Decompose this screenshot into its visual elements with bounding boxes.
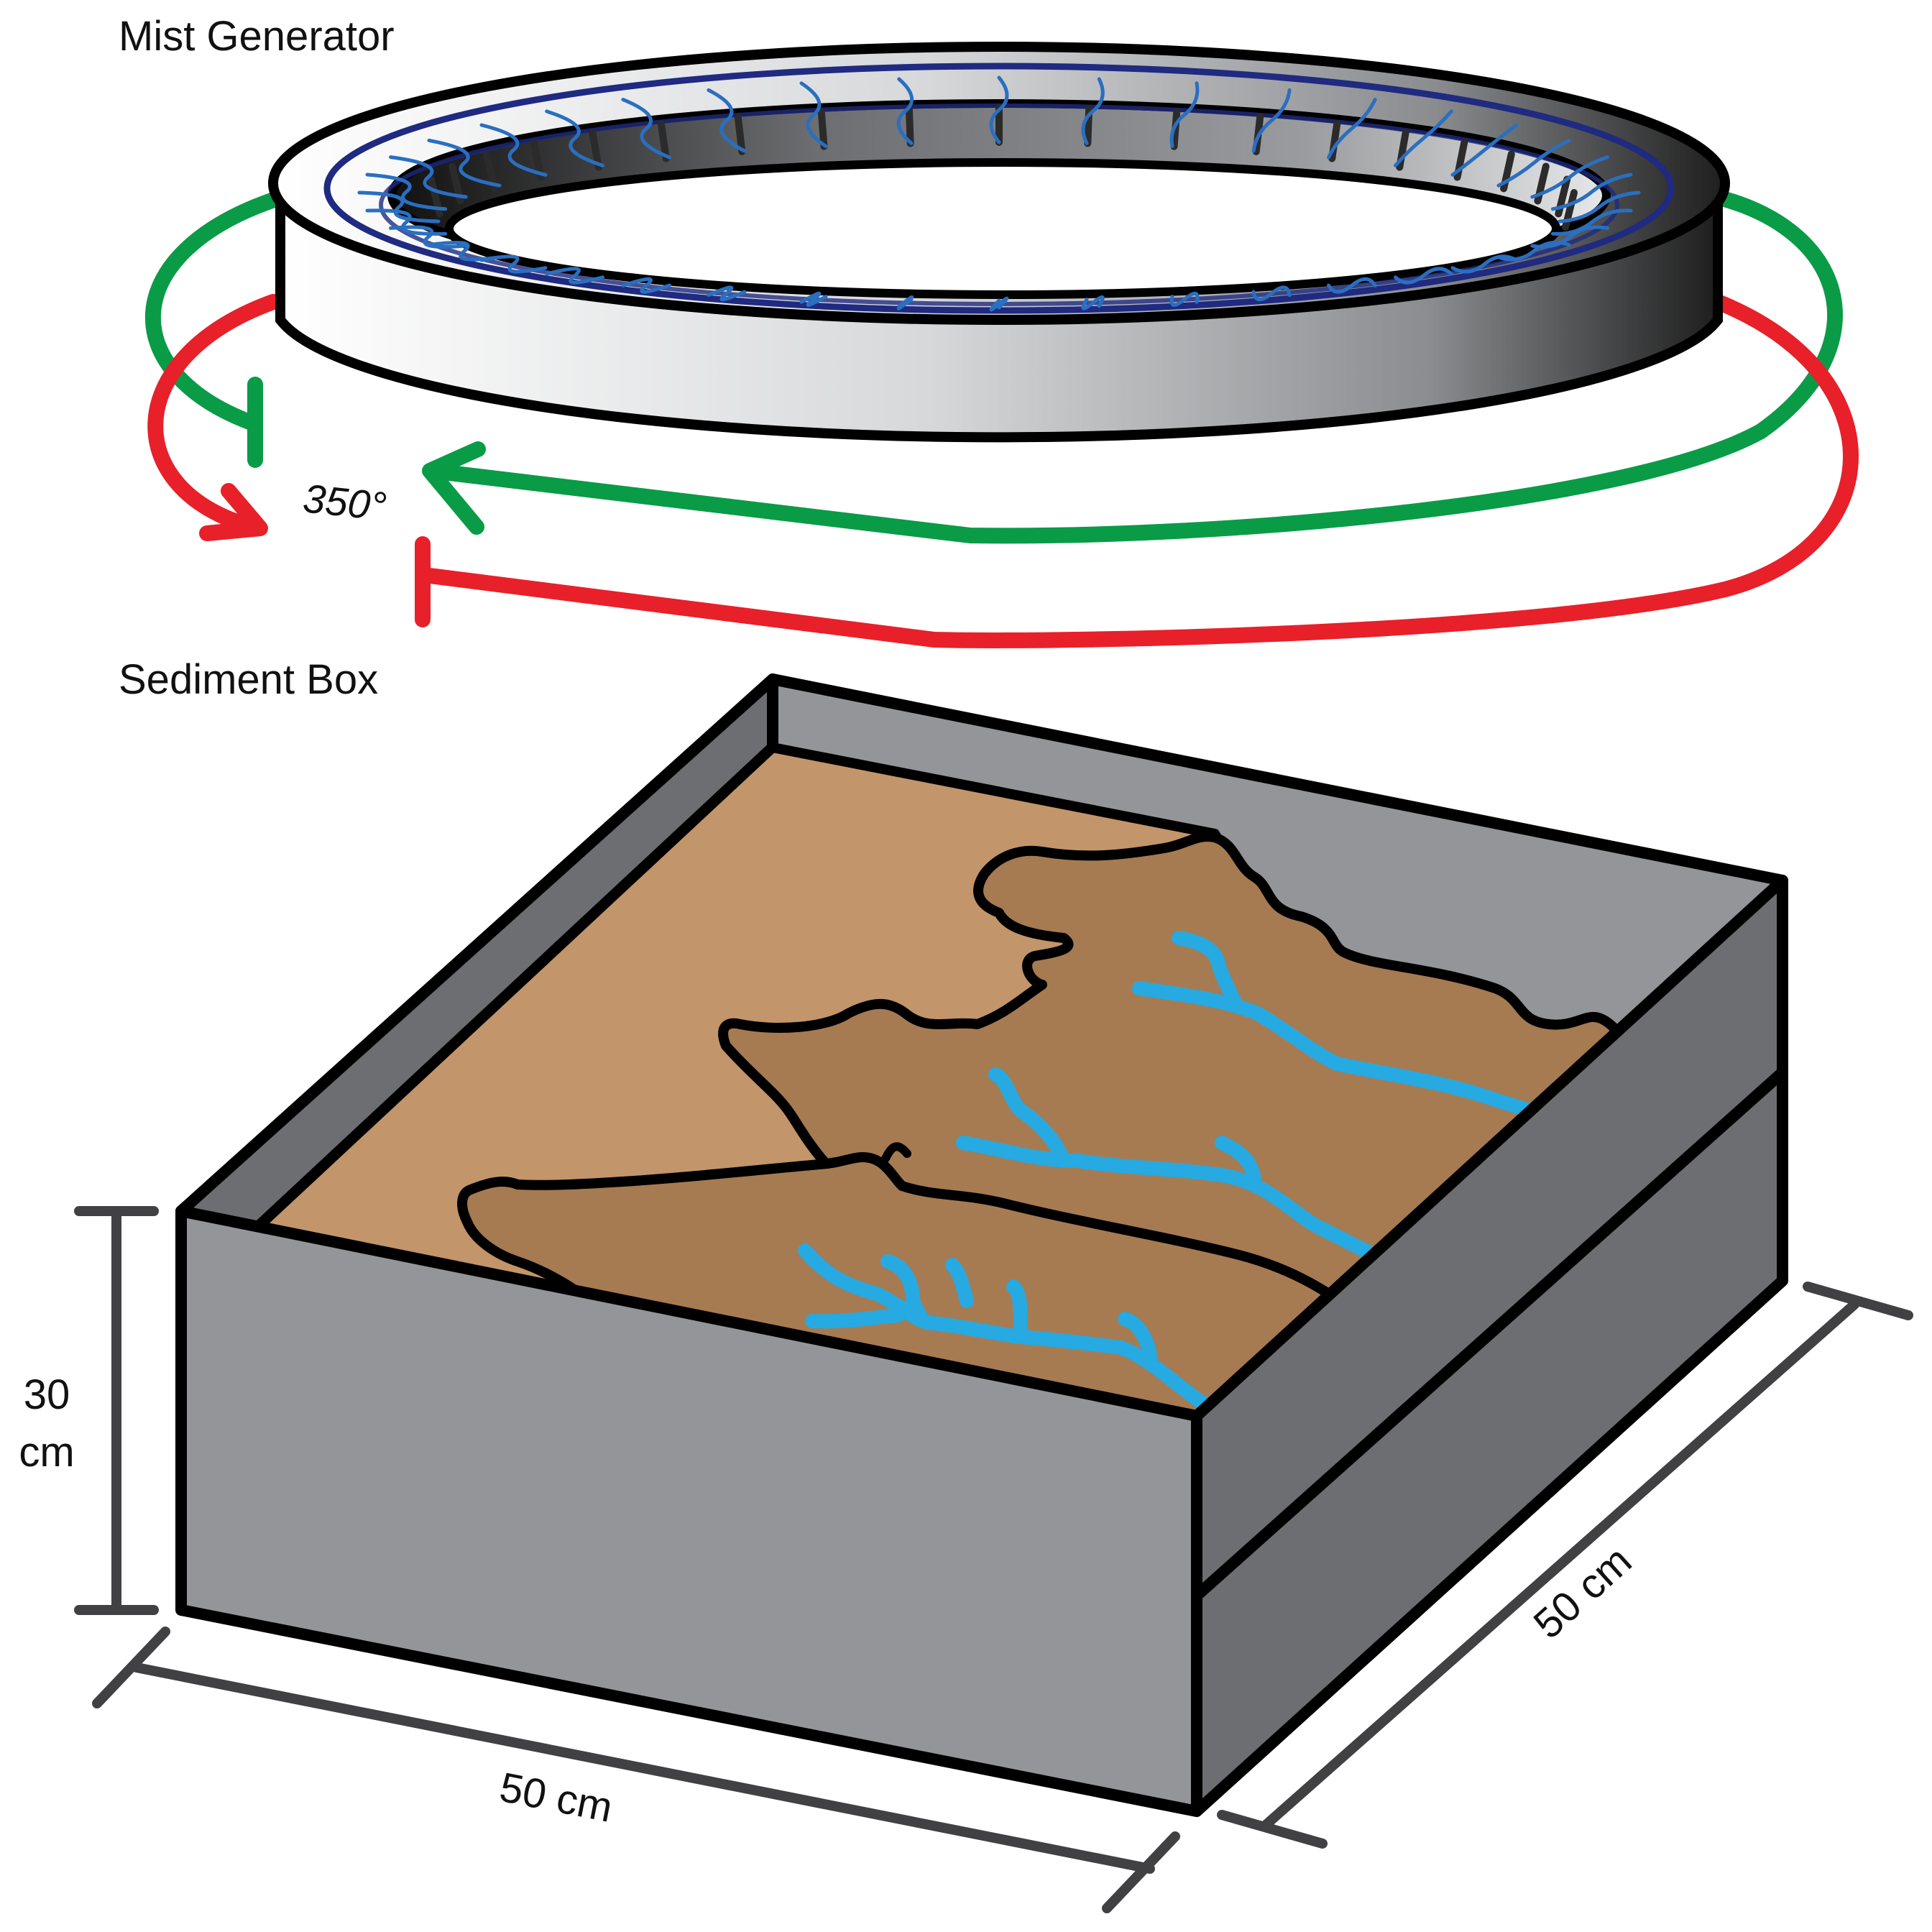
width-dimension-label: 50 cm (495, 1763, 617, 1831)
rotation-angle-label: 350° (300, 475, 389, 530)
channel-3-branch-c (1013, 1287, 1021, 1337)
sediment-box (181, 679, 1782, 1811)
ccw-arrowhead (430, 449, 478, 527)
sediment-box-title: Sediment Box (119, 656, 379, 703)
width-dimension-cap-right (1107, 1836, 1175, 1908)
nozzle (1332, 124, 1337, 159)
nozzle (909, 109, 911, 144)
height-unit: cm (19, 1429, 75, 1476)
mist-generator-title: Mist Generator (119, 13, 395, 60)
channel-3-tail (812, 1315, 898, 1321)
depth-dimension-label: 50 cm (1524, 1537, 1641, 1648)
depth-dimension-cap-top (1808, 1287, 1908, 1315)
ring-inner-hole (449, 162, 1556, 295)
height-dimension-label (19, 1371, 74, 1476)
mist-generator-ring (273, 47, 1725, 437)
height-value: 30 (23, 1371, 70, 1418)
